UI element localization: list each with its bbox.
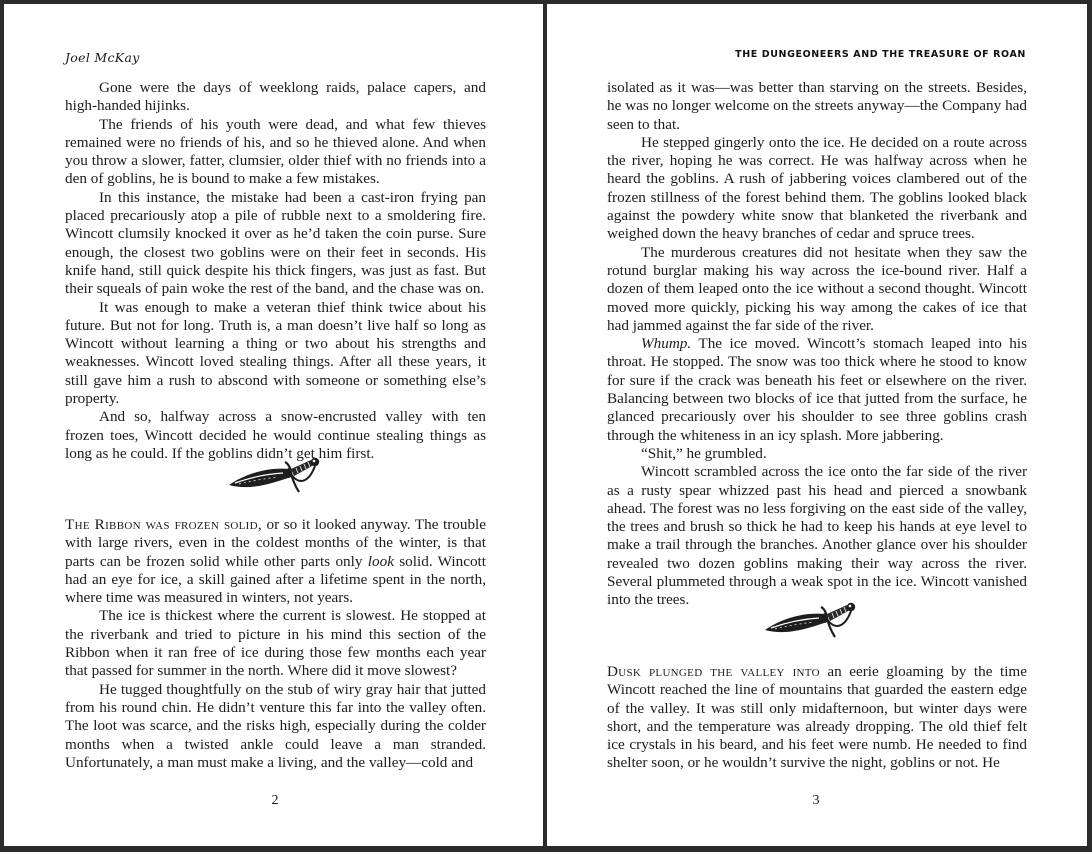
emphasis: look [367,552,394,570]
paragraph: Whump. The ice moved. Wincott’s stomach leaped into his throat. He stopped. The snow was too thick where he stood to know for sure if the crack was beneath his feet or elsewhere on the river. Balancing between two blocks of ice that jutted from the surface, he glanced precariously over his shoulder to see three goblins crash through the whiteness in an icy splash. More jabbering. [607,335,1027,444]
paragraph: The murderous creatures did not hesitate when they saw the rotund burglar making his way across the ice-bound river. Half a dozen of them leaped onto the ice without a second thought. Wincott moved more quickly, picking his way among the cakes of ice that had jammed against the far side of the river. [607,243,1027,334]
paragraph: It was enough to make a veteran thief think twice about his future. But not for long. Truth is, a man doesn’t live half so long as Wincott without learning a thing or two about his strengths and weaknesses. Wincott loved stealing things. After all these years, it still gave him a rush to abscond with someone or something else’s property. [65,298,486,408]
emphasis: Whump. [641,335,692,353]
right-page [547,4,1087,846]
right-section-1 [607,79,1027,610]
right-section-2 [607,663,1027,773]
dagger-ornament-icon [761,597,861,647]
title-running-header: THE DUNGEONEERS AND THE TREASURE OF ROAN [735,49,1026,60]
paragraph: And so, halfway across a snow-encrusted valley with ten frozen toes, Wincott decided he would continue stealing things as long as he could. If the goblins didn’t get him first. [65,408,486,462]
left-section-2 [65,516,486,772]
paragraph: He stepped gingerly onto the ice. He decided on a route across the river, hoping he was correct. He was halfway across when he heard the goblins. A rush of jabbering voices clambered out of the frozen stillness of the forest behind them. The goblins looked black against the powdery white snow that blanketed the riverbank and weighed down the heavy branches of cedar and spruce trees. [607,133,1027,243]
paragraph: Wincott scrambled across the ice onto the far side of the river as a rusty spear whizzed past his head and pierced a snowbank ahead. The forest was no less forgiving on the east side of the valley, the trees and brush so thick he had to keep his hands at eye level to make a trail through the branches. Another glance over his shoulder revealed two dozen goblins making their way across the river. Several plummeted through a weak spot in the ice. Wincott vanished into the trees. [607,463,1027,609]
page-number: 2 [271,793,279,808]
paragraph: Gone were the days of weeklong raids, palace capers, and high-handed hijinks. [65,79,486,115]
left-section-1 [65,79,486,463]
paragraph: The friends of his youth were dead, and what few thieves remained were no friends of his, and so he thieved alone. And when you throw a slower, fatter, clumsier, older thief with no friends into a den of goblins, he is bound to make a few mistakes. [65,115,486,188]
paragraph: The Ribbon was frozen solid, or so it looked anyway. The trouble with large rivers, even in the coldest months of the winter, is that parts can be frozen solid while other parts only look solid. Wincott had an eye for ice, a skill gained after a lifetime spent in the north, where time was measured in winters, not years. [65,516,487,607]
paragraph: “Shit,” he grumbled. [641,444,767,462]
paragraph: He tugged thoughtfully on the stub of wiry gray hair that jutted from his round chin. He didn’t venture this far into the valley often. The loot was scarce, and the risks high, especially during the colder months when a twisted ankle could leave a man stranded. Unfortunately, a man must make a living, and the valley—cold and [65,680,486,771]
small-caps-lead: The Ribbon was frozen solid, [65,516,262,533]
left-page [4,4,543,846]
paragraph: The ice is thickest where the current is slowest. He stopped at the riverbank and tried to picture in his mind this section of the Ribbon when it ran free of ice during those few months each year that passed for summer in the north. Where did it move slowest? [65,607,486,680]
paragraph: In this instance, the mistake had been a cast-iron frying pan placed precariously atop a pile of rubble next to a smoldering fire. Wincott clumsily knocked it over as he’d taken the coin purse. Sure enough, the closest two goblins were on their feet in seconds. His knife hand, still quick despite his thick fingers, was just as fast. But their squeals of pain woke the rest of the band, and the chase was on. [65,188,486,298]
small-caps-lead: Dusk plunged the valley into [607,663,820,680]
paragraph: Dusk plunged the valley into an eerie gloaming by the time Wincott reached the line of mountains that guarded the eastern edge of the valley. It was still only midafternoon, but winter days were short, and the temperature was already dropping. The old thief felt ice crystals in his beard, and his feet were numb. He needed to find shelter soon, or he wouldn’t survive the night, goblins or not. He [607,663,1027,772]
page-number: 3 [812,793,820,808]
dagger-ornament-icon [225,452,325,502]
paragraph: isolated as it was—was better than starving on the streets. Besides, he was no longer welcome on the streets anyway—the Company had seen to that. [607,79,1027,133]
author-running-header: Joel McKay [65,50,140,65]
